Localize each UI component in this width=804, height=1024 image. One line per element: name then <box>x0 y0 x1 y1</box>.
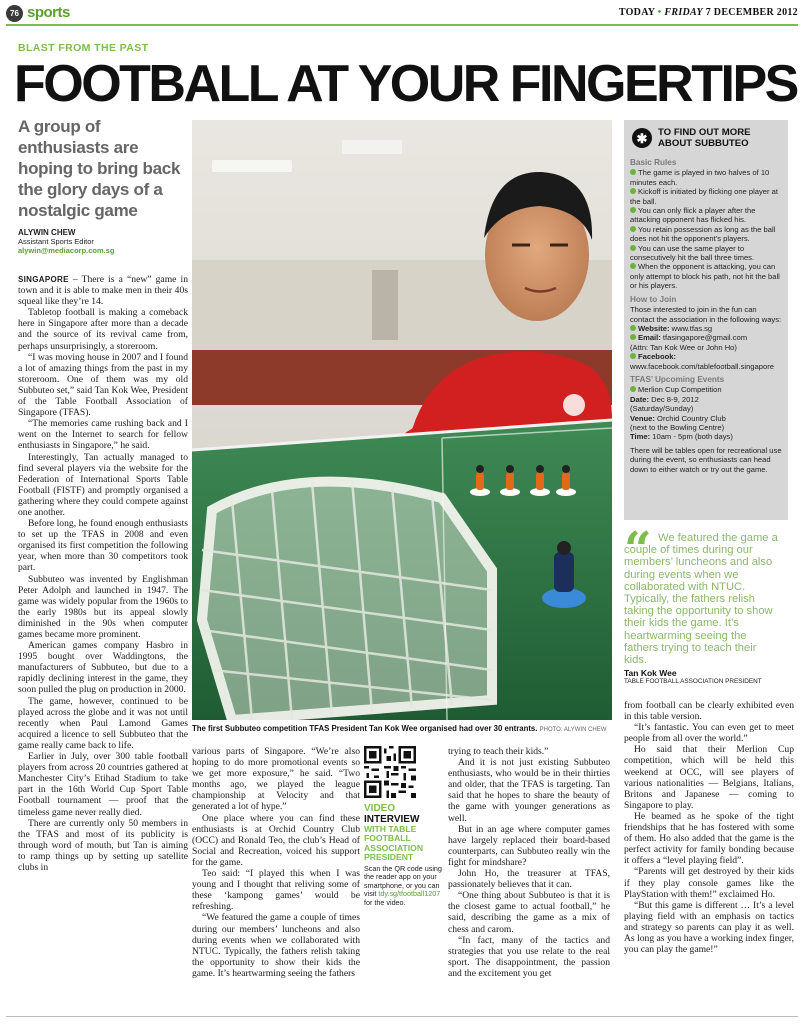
article-column-4 <box>624 700 794 955</box>
ceiling-vent <box>342 140 402 154</box>
event-date: Date: Dec 8-9, 2012 <box>630 394 699 404</box>
asterisk-icon: ✱ <box>632 128 652 148</box>
article-paragraph: One place where you can find these enthusiasts is at Orchid Country Club (OCC) and Ronald Teo, the club’s Head of Social and Recreation, voiced his support for the game. <box>192 812 360 868</box>
ceiling-light <box>212 160 292 172</box>
article-column-1 <box>18 274 188 873</box>
article-paragraph: “But this game is different … It’s a level playing field with an emphasis on tactics and strategy so parents can play it as well. As long as you have a working index finger, you can play the game!” <box>624 899 794 956</box>
email-link[interactable]: tfasingapore@gmail.com <box>662 333 748 343</box>
bullet-dot <box>630 353 636 359</box>
event-days: (Saturday/Sunday) <box>630 404 694 414</box>
website-link[interactable]: www.tfas.sg <box>671 323 713 333</box>
article-photo <box>192 120 612 720</box>
article-paragraph: from football can be clearly exhibited even in this table version. <box>624 700 794 723</box>
article-paragraph: The game, however, continued to be played across the globe and it was not until recently when Paul Lamond Games acquired a licence to sell Subbuteo that the game really came back to life. <box>18 695 188 751</box>
article-paragraph: American games company Hasbro in 1995 bought over Waddingtons, the manufacturers of Subbuteo, but due to a rapidly declining interest in the game, they soon pulled the plug on production in 2000. <box>18 640 188 696</box>
article-paragraph: trying to teach their kids.” <box>448 746 549 757</box>
article-paragraph: “The memories came rushing back and I went on the Internet to search for fellow enthusiasts in Singapore,” he said. <box>18 418 188 452</box>
bullet-dot <box>630 188 636 194</box>
article-paragraph: John Ho, the treasurer at TFAS, passionately believes that it can. <box>448 868 610 891</box>
article-column-2 <box>192 746 360 979</box>
article-paragraph: He beamed as he spoke of the tight friendships that he has fostered with some of them. Ho also added that the game is the perfect activity for family bonding because it offers a “level playing field”. <box>624 810 794 867</box>
email-attn: (Attn: Tan Kok Wee or John Ho) <box>630 342 737 352</box>
rule-item: Kickoff is initiated by flicking one player at the ball. <box>630 187 778 206</box>
article-paragraph: SINGAPORE – There is a “new” game in town and it is able to make men in their 40s squeal like they’re 14. <box>18 274 189 308</box>
video-title: VIDEO <box>364 803 396 814</box>
article-paragraph: Tabletop football is making a comeback here in Singapore after more than a decade and the source of its revival came from, perhaps unsurprisingly, a storeroom. <box>18 307 188 352</box>
article-paragraph: “It’s fantastic. You can even get to meet people from all over the world.” <box>624 722 794 745</box>
byline-role: Assistant Sports Editor <box>18 237 94 246</box>
event-venue: Venue: Orchid Country Club <box>630 413 726 423</box>
byline-name: ALYWIN CHEW <box>18 228 76 237</box>
page-number: 76 <box>6 5 23 22</box>
rule-item: The game is played in two halves of 10 minutes each. <box>630 168 770 187</box>
video-instructions: Scan the QR code using the reader app on your smartphone, or you can visit tdy.sg/tfootball1207 for the video. <box>364 863 442 907</box>
closing-note: There will be tables open for recreational use during the event, so enthusiasts can head down to either watch or try out the game. <box>630 445 782 474</box>
events-heading: TFAS’ Upcoming Events <box>630 374 725 384</box>
qr-code[interactable] <box>364 746 416 798</box>
bullet-dot <box>630 226 636 232</box>
video-title-2: INTERVIEW <box>364 813 420 825</box>
event-name: Merlion Cup Competition <box>630 385 783 394</box>
info-box <box>624 120 788 520</box>
bullet-dot <box>630 245 636 251</box>
email-line: Email: tfasingapore@gmail.com <box>630 333 783 342</box>
weekday: FRIDAY <box>664 7 703 18</box>
rule-item: You can use the same player to consecutively hit the ball three times. <box>630 243 755 263</box>
quote-icon: “ <box>624 522 648 578</box>
article-paragraph: “One thing about Subbuteo is that it is the closest game to actual football,” he said, describing the game as a mix of chess and carom. <box>448 890 610 935</box>
article-paragraph: But in an age where computer games have largely replaced their board-based counterparts, can Subbuteo really win the fight for mindshare? <box>448 823 610 868</box>
byline-email: alywin@mediacorp.com.sg <box>18 246 115 255</box>
facebook-link[interactable]: www.facebook.com/tablefootball.singapore <box>630 361 774 371</box>
bullet-dot <box>630 386 636 392</box>
venue-note: (next to the Bowling Centre) <box>630 422 725 432</box>
bullet-dot <box>630 334 636 340</box>
kicker: BLAST FROM THE PAST <box>18 42 149 54</box>
standfirst: A group of enthusiasts are hoping to bring back the glory days of a nostalgic game <box>18 117 181 220</box>
article-paragraph: Subbuteo was invented by Englishman Peter Adolph and launched in 1947. The game was widely popular from the 1960s to the early 1980s but its appeal slowly diminished in the 90s when computer games became more prominent. <box>18 573 188 640</box>
video-subtitle: WITH TABLE FOOTBALL ASSOCIATION PRESIDENT <box>364 824 424 863</box>
paper-name: TODAY <box>618 7 655 18</box>
pull-quote-role: TABLE FOOTBALL ASSOCIATION PRESIDENT <box>624 678 762 685</box>
article-paragraph: Ho said that their Merlion Cup competition, which will be held this weekend at OCC, will see players of various nationalities — Belgians, Italians, Britons and Japanese — coming to Singapore to play. <box>624 744 794 811</box>
byline <box>18 228 188 255</box>
section-name: sports <box>27 4 70 21</box>
rule-item: When the opponent is attacking, you can only attempt to block his path, not hit the ball or his players. <box>630 262 780 291</box>
join-intro: Those interested to join in the fun can contact the association in the following ways: <box>630 305 782 324</box>
page-bottom-rule <box>6 1016 798 1017</box>
page-header <box>6 4 798 26</box>
article-paragraph: “I was moving house in 2007 and I found a lot of amazing things from the past in my storeroom. One of them was my old Subbuteo set,” said Tan Kok Wee, President of the Table Football Association of Singapore (TFAS). <box>18 351 188 419</box>
article-paragraph: There are currently only 50 members in the TFAS and most of its publicity is through word of mouth, but Tan is aiming to ramp things up by setting up satellite clubs in <box>18 817 188 873</box>
pull-quote-name: Tan Kok Wee <box>624 668 677 678</box>
photo-caption <box>192 724 612 733</box>
article-paragraph: Teo said: “I played this when I was young and I thought that reliving some of these ‘kampong games’ would be refreshing. <box>192 868 360 913</box>
article-column-3 <box>448 746 610 979</box>
bullet-dot <box>630 325 636 331</box>
pull-quote <box>624 522 794 685</box>
basic-rules-heading: Basic Rules <box>630 158 677 167</box>
rule-item: You can only flick a player after the attacking opponent has flicked his. <box>630 206 756 225</box>
issue-dateline <box>619 7 798 18</box>
issue-date: 7 DECEMBER 2012 <box>705 7 798 18</box>
article-paragraph: “Parents will get destroyed by their kids if they play console games like the PlayStation with them!” exclaimed Ho. <box>624 866 794 900</box>
photo-credit: PHOTO: ALYWIN CHEW <box>539 727 607 733</box>
photo-illustration <box>192 120 612 720</box>
article-paragraph: “We featured the game a couple of times during our members’ luncheons and also during events when we collaborated with NTUC. Typically, the fathers relish taking the opportunity to show their kids the game. It’s heartwarming seeing the fathers <box>192 912 360 979</box>
website-line: Website: www.tfas.sg <box>630 324 783 333</box>
bullet-dot <box>630 263 636 269</box>
facebook-line: Facebook: www.facebook.com/tablefootball.singapore <box>630 352 774 371</box>
article-paragraph: Before long, he found enough enthusiasts to set up the TFAS in 2008 and even organised its first competition the following year, when more than 30 competitors took part. <box>18 518 188 574</box>
pull-quote-text: We featured the game a couple of times during our members’ luncheons and also during events when we collaborated with NTUC. Typically, the fathers relish taking the opportunity to show their kids the game. It’s heartwarming seeing the fathers trying to teach their kids. <box>624 532 778 667</box>
headline: FOOTBALL AT YOUR FINGERTIPS <box>14 55 797 113</box>
article-paragraph: “In fact, many of the tactics and strategies that you use relate to the real sport. The disappointment, the passion and the excitement you get <box>448 934 610 979</box>
event-time: Time: 10am - 5pm (both days) <box>630 432 733 442</box>
rule-item: You retain possession as long as the ball does not hit the opponent’s players. <box>630 224 776 244</box>
article-paragraph: Interestingly, Tan actually managed to find several players via the website for the Federation of International Sports Table Football (FISTF) and promptly organised a gathering where they could compete against one another. <box>18 451 188 518</box>
video-interview-box <box>364 746 446 908</box>
join-heading: How to Join <box>630 294 677 304</box>
dateline: SINGAPORE <box>18 275 69 284</box>
article-paragraph: various parts of Singapore. “We’re also hoping to do more promotional events so we get more exposure,” he said. “Two months ago, we played the league championship at Velocity and that generated a lot of hype.” <box>192 746 360 813</box>
caption-text: The first Subbuteo competition TFAS President Tan Kok Wee organised had over 30 entrants. <box>192 724 538 733</box>
video-link[interactable]: tdy.sg/tfootball1207 <box>378 889 441 899</box>
info-box-title: TO FIND OUT MORE ABOUT SUBBUTEO <box>658 127 751 149</box>
dateline-separator: • <box>657 7 662 18</box>
bullet-dot <box>630 207 636 213</box>
bullet-dot <box>630 169 636 175</box>
article-paragraph: And it is not just existing Subbuteo enthusiasts, who would be in their thirties and older, that the TFAS is targeting. Tan said that he hopes to share the beauty of the game with younger generations as well. <box>448 757 610 824</box>
goal-net <box>202 480 492 720</box>
shirt-logo <box>563 394 585 416</box>
wall-pillar <box>372 270 398 340</box>
article-paragraph: Earlier in July, over 300 table football players from across 20 countries gathered at Manchester City’s Etihad Stadium to take part in the 16th World Cup Sport Table Football tournament — proof that the timeless game never really died. <box>18 751 188 818</box>
